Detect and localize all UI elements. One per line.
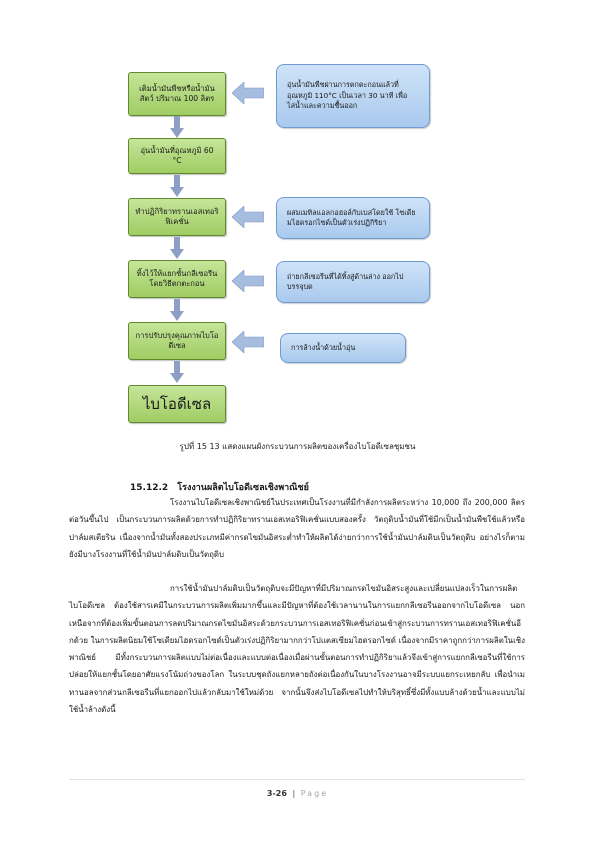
flow-note-preheat: อุ่นน้ำมันพืชผ่านการตกตะกอนแล้วที่ อุณหภูมิ 110°C เป็นเวลา 30 นาที เพื่อ ไล่น้ำและความชื้นออก (276, 64, 430, 128)
flow-step-heat-oil: อุ่นน้ำมันที่อุณหภูมิ 60 °C (128, 138, 226, 174)
body-paragraph: การใช้น้ำมันปาล์มดิบเป็นวัตถุดิบจะมีปัญหาที่มีปริมาณกรดไขมันอิสระสูงและเปลี่ยนแปลงเร็วในการผลิตไบโอดีเซล ต้องใช้สารเคมีในกระบวนการผลิตเพิ่มมากขึ้นและมีปัญหาที่ต้องใช้เวลานานในการแยกกลีเซอรีนออกจากไบโอดีเซล นอกเหนือจากที่ต้องเพิ่มขั้นตอนการลดปริมาณกรดไขมันอิสระด้วยกระบวนการเอสเทอริฟิเคชั่นก่อนเข้าสู่กระบวนการทรานเอสเทอริฟิเคชั่นอีกด้วย ในการผลิตนิยมใช้โซเดียมไฮดรอกไซด์เป็นตัวเร่งปฏิกิริยามากกว่าโปแตสเซียมไฮดรอกไซด์ เนื่องจากมีราคาถูกกว่าการผลิตในเชิงพาณิชย์ มีทั้งกระบวนการผลิตแบบไม่ต่อเนื่องและแบบต่อเนื่องเมื่อผ่านขั้นตอนการทำปฏิกิริยาแล้วจึงเข้าสู่การแยกกลีเซอรีนที่ใช้การปล่อยให้แยกชั้นโดยอาศัยแรงโน้มถ่วงของโลก ในระบบชุดถังแยกหลายถังต่อเนื่องกันในบางโรงงานอาจมีระบบแยกระเหยกลับ เพื่อนำเมทานอลจากส่วนกลีเซอรีนที่แยกออกไปแล้วกลับมาใช้ใหม่ด้วย จากนั้นจึงส่งไบโอดีเซลไปทำให้บริสุทธิ์ซึ่งมีทั้งแบบล้างด้วยน้ำและแบบไม่ใช้น้ำล้างดังนี้ (69, 584, 525, 715)
flow-step-biodiesel: ไบโอดีเซล (128, 385, 226, 423)
page-footer (0, 789, 595, 798)
section-heading (130, 480, 309, 494)
section-title: โรงงานผลิตไบโอดีเซลเชิงพาณิชย์ (177, 483, 309, 493)
page-number: 3-26 (266, 789, 287, 798)
flow-note-washing: การล้างน้ำด้วยน้ำอุ่น (280, 333, 406, 363)
left-arrow-icon (232, 270, 264, 292)
footer-separator: | (292, 789, 296, 798)
left-arrow-icon (232, 206, 264, 228)
flow-step-glycerin-separation: ทิ้งไว้ให้แยกชั้นกลีเซอรีนโดยวิธีตกตะกอน (128, 260, 226, 298)
flow-note-catalyst: ผสมเมทิลแอลกอฮอล์กับเบสโดยใช้ โซเดียมไฮดรอกไซด์เป็นตัวเร่งปฏิกิริยา (276, 197, 430, 239)
flow-step-transesterification: ทำปฏิกิริยาทรานเอสเทอริฟิเคชั่น (128, 198, 226, 236)
down-arrow-icon (170, 175, 184, 197)
flow-step-quality-improvement: การปรับปรุงคุณภาพไบโอดีเซล (128, 322, 226, 360)
flow-step-fill-oil: เติมน้ำมันพืชหรือน้ำมันสัตว์ ปริมาณ 100 ลิตร (128, 72, 226, 116)
down-arrow-icon (170, 237, 184, 259)
page-label: Page (300, 789, 329, 798)
flow-note-glycerin-drain: ถ่ายกลีเซอรีนที่ได้ทิ้งสู่ด้านล่าง ออกไปบรรจุบด (276, 261, 430, 303)
footer-divider (69, 779, 525, 780)
section-number: 15.12.2 (130, 483, 169, 493)
body-paragraph: โรงงานไบโอดีเซลเชิงพาณิชย์ในประเทศเป็นโรงงานที่มีกำลังการผลิตระหว่าง 10,000 ถึง 200,000 ลิตรต่อวันขึ้นไป เป็นกระบวนการผลิตด้วยการทำปฏิกิริยาทรานเอสเทอริฟิเคชั่นแบบสองครั้ง วัตถุดิบน้ำมันที่ใช้มีกเป็นน้ำมันพืชใช้แล้วหรือปาล์มสเตียริน เนื่องจากน้ำมันทั้งสองประเภทมีค่ากรดไขมันอิสระต่ำทำให้ผลิตได้ง่ายกว่าการใช้น้ำมันปาล์มดิบเป็นวัตถุดิบ อย่างไรก็ตามยังมีบางโรงงานที่ใช้น้ำมันปาล์มดิบเป็นวัตถุดิบ (69, 498, 525, 559)
down-arrow-icon (170, 116, 184, 138)
left-arrow-icon (232, 331, 264, 353)
down-arrow-icon (170, 361, 184, 383)
left-arrow-icon (232, 82, 264, 104)
figure-caption: รูปที่ 15 13 แสดงแผนผังกระบวนการผลิตของเครื่องไบโอดีเซลชุมชน (179, 442, 416, 451)
down-arrow-icon (170, 299, 184, 321)
